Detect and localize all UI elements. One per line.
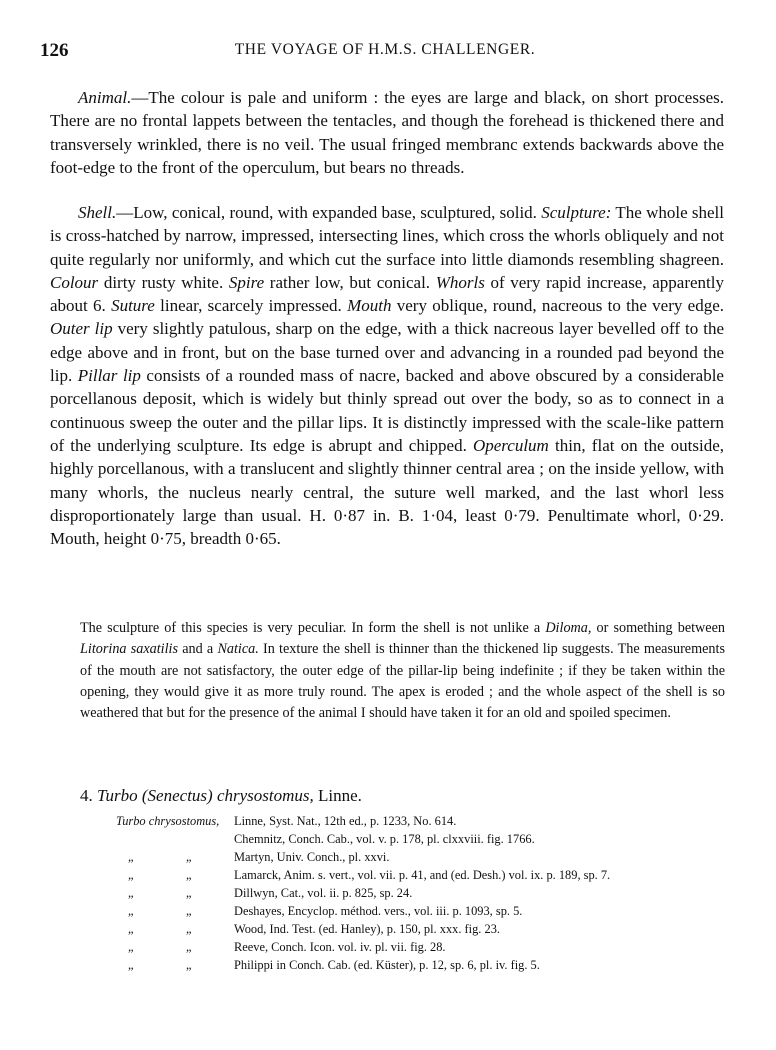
synonymy-reference: Reeve, Conch. Icon. vol. iv. pl. vii. fig. 28.: [234, 940, 446, 954]
term-whorls: Whorls: [435, 272, 485, 292]
species-subgenus: (Senectus): [141, 786, 213, 805]
term-pillar-lip: Pillar lip: [77, 366, 141, 386]
remarks-text: The sculpture of this species is very peculiar. In form the shell is not unlike a: [80, 620, 546, 636]
shell-text: consists of a rounded mass of nacre, backed and above obscured by a considerable porcellanous deposit, which is widely but thinly spread out over the body, so as to connect in a continuous sweep the outer and the pillar lips. It is distinctly impressed with the scale-like pattern of the underlying sculpture. Its edge is abrupt and chipped.: [50, 366, 724, 455]
ditto-mark: „: [186, 868, 192, 882]
ditto-mark: „: [128, 940, 134, 954]
running-title: THE VOYAGE OF H.M.S. CHALLENGER.: [234, 41, 536, 58]
shell-text: of very rapid increase, apparently about 6.: [50, 272, 724, 316]
taxon-natica: Natica.: [217, 641, 259, 658]
species-number: 4.: [80, 786, 97, 805]
animal-lead: Animal.: [78, 88, 132, 107]
remarks-paragraph: [80, 618, 725, 724]
remarks-text: , or something between: [587, 620, 725, 636]
animal-paragraph: [50, 86, 724, 179]
animal-text: —The colour is pale and uniform : the eyes are large and black, on short processes. There are no frontal lappets between the tentacles, and though the forehead is thickened there and transversely wrinkled, there is no veil. The usual fringed membranc extends backwards above the foot-edge to the front of the operculum, but bears no threads.: [50, 88, 724, 177]
shell-text: dirty rusty white.: [98, 272, 229, 292]
synonymy-reference: Lamarck, Anim. s. vert., vol. vii. p. 41, and (ed. Desh.) vol. ix. p. 189, sp. 7.: [234, 868, 611, 882]
species-author: Linne.: [313, 786, 362, 805]
term-mouth: Mouth: [347, 296, 392, 316]
species-epithet: chrysostomus,: [216, 786, 314, 805]
term-colour: Colour: [50, 272, 99, 292]
synonymy-reference: Martyn, Univ. Conch., pl. xxvi.: [234, 850, 390, 864]
synonymy-genus: Turbo chrysostomus,: [116, 814, 220, 828]
term-sculpture: Sculpture:: [541, 203, 612, 222]
shell-text: thin, flat on the outside, highly porcellanous, with a translucent and slightly thinner central area ; on the inside yellow, with many whorls, the nucleus nearly central, the suture well marked, and the last whorl less disproportionately large than usual. H. 0·87 in. B. 1·04, least 0·79. Penultimate whorl, 0·29. Mouth, height 0·75, breadth 0·65.: [50, 435, 724, 549]
taxon-diloma: Diloma: [545, 620, 588, 636]
ditto-mark: „: [128, 922, 134, 936]
shell-text: very slightly patulous, sharp on the edge, with a thick nacreous layer bevelled off to the edge above and in front, but on the base turned over and advancing in a rounded pad beyond the lip.: [50, 319, 724, 386]
ditto-mark: „: [186, 958, 192, 972]
species-genus: Turbo: [97, 786, 138, 805]
ditto-mark: „: [128, 886, 134, 900]
synonymy-reference: Philippi in Conch. Cab. (ed. Küster), p. 12, sp. 6, pl. iv. fig. 5.: [234, 958, 540, 972]
species-heading: [80, 786, 362, 806]
taxon-litorina: Litorina saxatilis: [80, 641, 179, 658]
synonymy-reference: Dillwyn, Cat., vol. ii. p. 825, sp. 24.: [234, 886, 413, 900]
term-operculum: Operculum: [472, 435, 549, 455]
synonymy-reference: Chemnitz, Conch. Cab., vol. v. p. 178, pl. clxxviii. fig. 1766.: [234, 832, 535, 846]
ditto-mark: „: [128, 850, 134, 864]
remarks-text: and a: [178, 641, 218, 658]
ditto-mark: „: [186, 940, 192, 954]
term-spire: Spire: [228, 272, 265, 292]
remarks-text: In texture the shell is thinner than the thickened lip suggests. The measurements of the mouth are not satisfactory, the outer edge of the pillar-lip being indefinite ; if they be taken within the opening, they would give it as more truly round. The apex is eroded ; and the whole aspect of the shell is so weathered that but for the presence of the animal I should have taken it for an old and spoiled specimen.: [80, 641, 725, 722]
synonymy-reference: Deshayes, Encyclop. méthod. vers., vol. iii. p. 1093, sp. 5.: [234, 904, 523, 918]
shell-paragraph: [50, 201, 724, 550]
ditto-mark: „: [186, 850, 192, 864]
page-number: 126: [40, 40, 69, 61]
shell-text: very oblique, round, nacreous to the very edge.: [391, 296, 724, 316]
synonymy-reference: Wood, Ind. Test. (ed. Hanley), p. 150, pl. xxx. fig. 23.: [234, 922, 500, 936]
shell-lead: Shell.: [78, 203, 117, 222]
ditto-mark: „: [186, 886, 192, 900]
page-header: [40, 40, 730, 64]
ditto-mark: „: [128, 958, 134, 972]
shell-text: The whole shell is cross-hatched by narrow, impressed, intersecting lines, which cross the whorls obliquely and not quite regularly nor uniformly, and which cut the surface into little diamonds resembling shagreen.: [50, 203, 724, 269]
term-outer-lip: Outer lip: [50, 319, 113, 339]
synonymy-reference: Linne, Syst. Nat., 12th ed., p. 1233, No. 614.: [234, 814, 457, 828]
ditto-mark: „: [128, 868, 134, 882]
shell-text: —Low, conical, round, with expanded base, sculptured, solid.: [116, 203, 542, 222]
ditto-mark: „: [186, 904, 192, 918]
term-suture: Suture: [111, 296, 155, 316]
ditto-mark: „: [186, 922, 192, 936]
shell-text: rather low, but conical.: [264, 272, 436, 292]
shell-text: linear, scarcely impressed.: [154, 296, 348, 316]
ditto-mark: „: [128, 904, 134, 918]
